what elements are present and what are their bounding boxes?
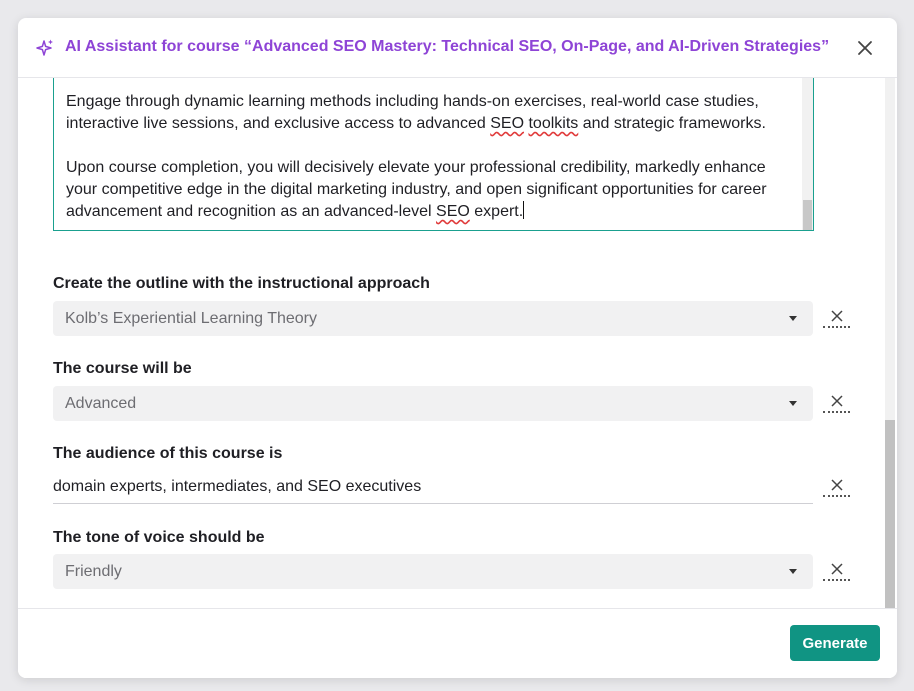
approach-select[interactable] <box>53 301 813 336</box>
level-select[interactable] <box>53 386 813 421</box>
tone-value: Friendly <box>65 562 122 580</box>
dialog-footer <box>18 608 897 678</box>
chevron-down-icon <box>789 401 797 406</box>
close-icon <box>831 310 843 322</box>
close-button[interactable] <box>853 36 877 60</box>
clear-audience-button[interactable] <box>823 475 850 497</box>
sparkle-icon <box>35 38 55 58</box>
approach-value: Kolb’s Experiential Learning Theory <box>65 309 318 327</box>
clear-tone-button[interactable] <box>823 559 850 581</box>
chevron-down-icon <box>789 316 797 321</box>
audience-input[interactable] <box>53 470 813 504</box>
approach-label: Create the outline with the instructional approach <box>53 275 430 292</box>
course-description-textarea[interactable] <box>53 78 814 231</box>
textarea-scroll-thumb[interactable] <box>803 200 812 230</box>
clear-level-button[interactable] <box>823 391 850 413</box>
level-value: Advanced <box>65 394 137 412</box>
close-icon <box>831 479 843 491</box>
chevron-down-icon <box>789 569 797 574</box>
dialog-body <box>18 78 897 608</box>
generate-button[interactable]: Generate <box>790 625 880 661</box>
dialog-header <box>18 18 897 78</box>
tone-select[interactable] <box>53 554 813 589</box>
misspelled-word: SEO <box>436 203 470 220</box>
text-cursor <box>523 201 524 219</box>
ai-assistant-dialog <box>18 18 897 678</box>
misspelled-word: SEO <box>490 115 525 132</box>
misspelled-word: toolkits <box>528 115 579 132</box>
close-icon <box>831 395 843 407</box>
tone-label: The tone of voice should be <box>53 529 265 546</box>
audience-label: The audience of this course is <box>53 445 283 462</box>
audience-value: domain experts, intermediates, and SEO executives <box>53 477 422 495</box>
dialog-title: AI Assistant for course “Advanced SEO Mastery: Technical SEO, On-Page, and AI-Driven Strategies” <box>65 38 830 55</box>
close-icon <box>831 563 843 575</box>
dialog-scrollbar[interactable] <box>885 78 895 608</box>
textarea-scrollbar[interactable] <box>802 78 813 230</box>
dialog-scroll-thumb[interactable] <box>885 420 895 608</box>
close-icon <box>857 40 873 56</box>
level-label: The course will be <box>53 360 192 377</box>
description-paragraph: Engage through dynamic learning methods including hands-on exercises, real-world case studies, interactive live sessions, and exclusive access to advanced SEO toolkits and strategic frameworks. <box>66 93 766 132</box>
description-paragraph: Upon course completion, you will decisively elevate your professional credibility, markedly enhance your competitive edge in the digital marketing industry, and open significant opportunities for career advancement and recognition as an advanced-level SEO expert. <box>66 159 767 220</box>
clear-approach-button[interactable] <box>823 306 850 328</box>
